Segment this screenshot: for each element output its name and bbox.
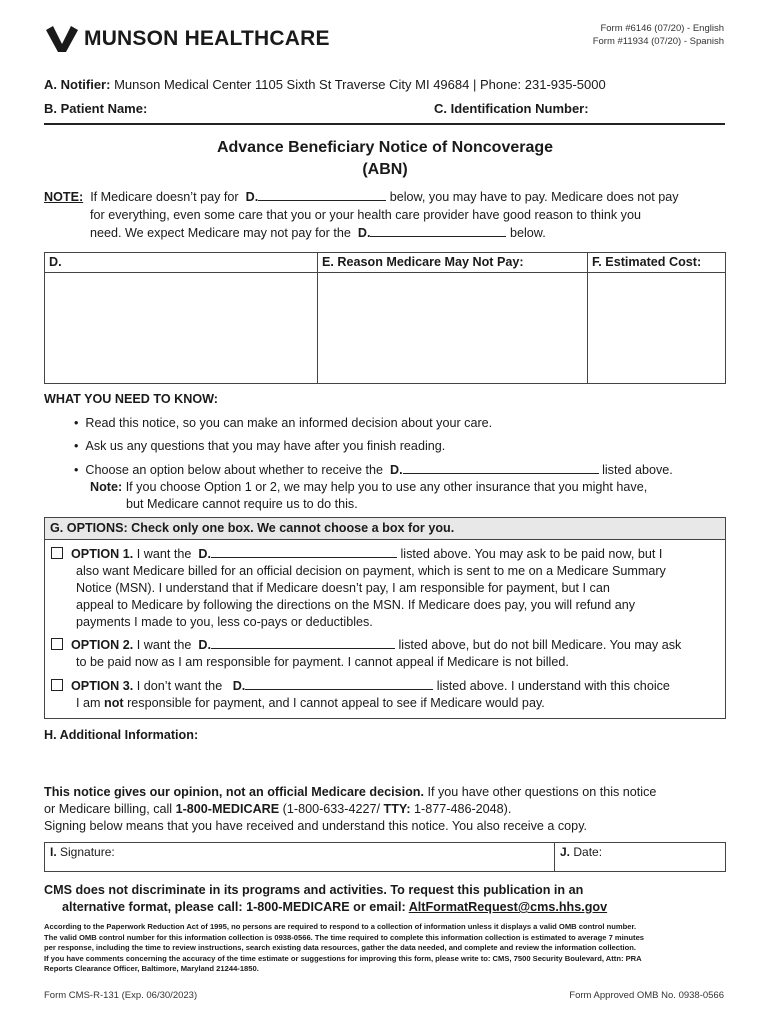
know-note: Note: If you choose Option 1 or 2, we may help you to use any other insurance that you might have, <box>90 480 648 494</box>
header-divider <box>44 123 725 125</box>
options-heading: G. OPTIONS: Check only one box. We cannot choose a box for you. <box>45 518 725 540</box>
note-label: NOTE: <box>44 190 84 204</box>
column-f-header: F. Estimated Cost: <box>588 253 726 273</box>
know-list <box>74 415 724 513</box>
column-e-cell[interactable] <box>318 273 588 384</box>
note-text: below. <box>509 226 546 240</box>
option-1: OPTION 1. I want the D. listed above. You may ask to be paid now, but I also want Medicare billed for an official decision on payment, which is sent to me on a Medicare Summary Notice (MSN). I understand that if Medicare doesn’t pay, I am responsible for payment, but I can appeal to Medicare by following the directions on the MSN. If Medicare does pay, you will refund any payments I made to you, less co-pays or deductibles. <box>51 545 719 631</box>
cms-notice: CMS does not discriminate in its programs and activities. To request this publication in an alternative format, please call: 1-800-MEDICARE or email: AltFormatRequest@cms.hhs.gov <box>44 883 608 914</box>
date-field[interactable]: J. Date: <box>560 845 603 859</box>
note-text: need. We expect Medicare may not pay for the <box>90 226 351 240</box>
title-line-2: (ABN) <box>362 161 408 178</box>
org-name: MUNSON HEALTHCARE <box>84 27 330 50</box>
logo <box>44 24 330 54</box>
note-paragraph <box>44 188 726 242</box>
option-1-d-blank[interactable] <box>211 545 397 558</box>
column-e-header: E. Reason Medicare May Not Pay: <box>318 253 588 273</box>
note-d-label: D. <box>357 226 371 240</box>
option-3: OPTION 3. I don’t want the D. listed above. I understand with this choice I am not responsible for payment, and I cannot appeal to see if Medicare would pay. <box>51 677 719 712</box>
option-3-checkbox[interactable] <box>51 679 63 691</box>
pra-statement: According to the Paperwork Reduction Act of 1995, no persons are required to respond to a collection of information unless it displays a valid OMB control number. The valid OMB control number for this information collection is 0938-0566. The time required to complete this information collection is estimated to average 7 minutes per response, including the time to review instructions, search existing data resources, gather the data needed, and complete and review the information collection. If you have comments concerning the accuracy of the time estimate or suggestions for improving this form, please write to: CMS, 7500 Security Boulevard, Attn: PRA Reports Clearance Officer, Baltimore, Maryland 21244-1850. <box>44 922 645 973</box>
know-d-blank[interactable] <box>403 461 599 474</box>
list-item: • Ask us any questions that you may have after you finish reading. <box>74 439 446 453</box>
note-d-blank-2[interactable] <box>370 224 506 237</box>
form-id-english: Form #6146 (07/20) - English <box>600 23 724 34</box>
patient-name-label: B. Patient Name: <box>44 101 148 116</box>
cms-email-link[interactable]: AltFormatRequest@cms.hhs.gov <box>408 900 608 914</box>
additional-info-label: H. Additional Information: <box>44 728 199 742</box>
option-3-d-blank[interactable] <box>245 677 433 690</box>
know-heading: WHAT YOU NEED TO KNOW: <box>44 392 218 406</box>
munson-logo-icon <box>44 24 80 54</box>
notifier-label: A. Notifier: <box>44 77 111 92</box>
option-2-checkbox[interactable] <box>51 638 63 650</box>
items-table <box>44 252 726 384</box>
form-ids <box>593 22 724 48</box>
column-f-cell[interactable] <box>588 273 726 384</box>
note-text: If Medicare doesn’t pay for <box>90 190 239 204</box>
note-text: for everything, even some care that you or your health care provider have good reason to think you <box>90 208 641 222</box>
identification-label: C. Identification Number: <box>434 101 589 116</box>
signature-box <box>44 842 726 872</box>
note-d-label: D. <box>245 190 259 204</box>
form-id-spanish: Form #11934 (07/20) - Spanish <box>592 36 724 47</box>
column-d-header: D. <box>45 253 318 273</box>
page-title <box>0 137 770 181</box>
list-item: • Choose an option below about whether to receive the D. listed above. <box>74 463 673 477</box>
title-line-1: Advance Beneficiary Notice of Noncoverage <box>216 139 554 156</box>
list-item: • Read this notice, so you can make an informed decision about your care. <box>74 416 493 430</box>
option-2: OPTION 2. I want the D. listed above, but do not bill Medicare. You may ask to be paid now as I am responsible for payment. I cannot appeal if Medicare is not billed. <box>51 636 719 671</box>
column-d-cell[interactable] <box>45 273 318 384</box>
opinion-paragraph: This notice gives our opinion, not an official Medicare decision. If you have other questions on this notice or Medicare billing, call 1-800-MEDICARE (1-800-633-4227/ TTY: 1-877-486-2048). Signing below means that you have received and understand this notice. You also receive a copy. <box>44 785 657 833</box>
signature-field[interactable]: I. Signature: <box>45 843 555 871</box>
notifier-line <box>44 77 606 92</box>
note-text: below, you may have to pay. Medicare does not pay <box>389 190 679 204</box>
notifier-value: Munson Medical Center 1105 Sixth St Traverse City MI 49684 | Phone: 231-935-5000 <box>114 77 606 92</box>
know-note-line-2: but Medicare cannot require us to do this. <box>126 497 358 511</box>
footer-form-number: Form CMS-R-131 (Exp. 06/30/2023) <box>44 990 198 1001</box>
note-d-blank-1[interactable] <box>258 188 386 201</box>
options-box <box>44 517 726 719</box>
option-1-checkbox[interactable] <box>51 547 63 559</box>
option-2-d-blank[interactable] <box>211 636 395 649</box>
footer-omb-number: Form Approved OMB No. 0938-0566 <box>569 990 724 1001</box>
